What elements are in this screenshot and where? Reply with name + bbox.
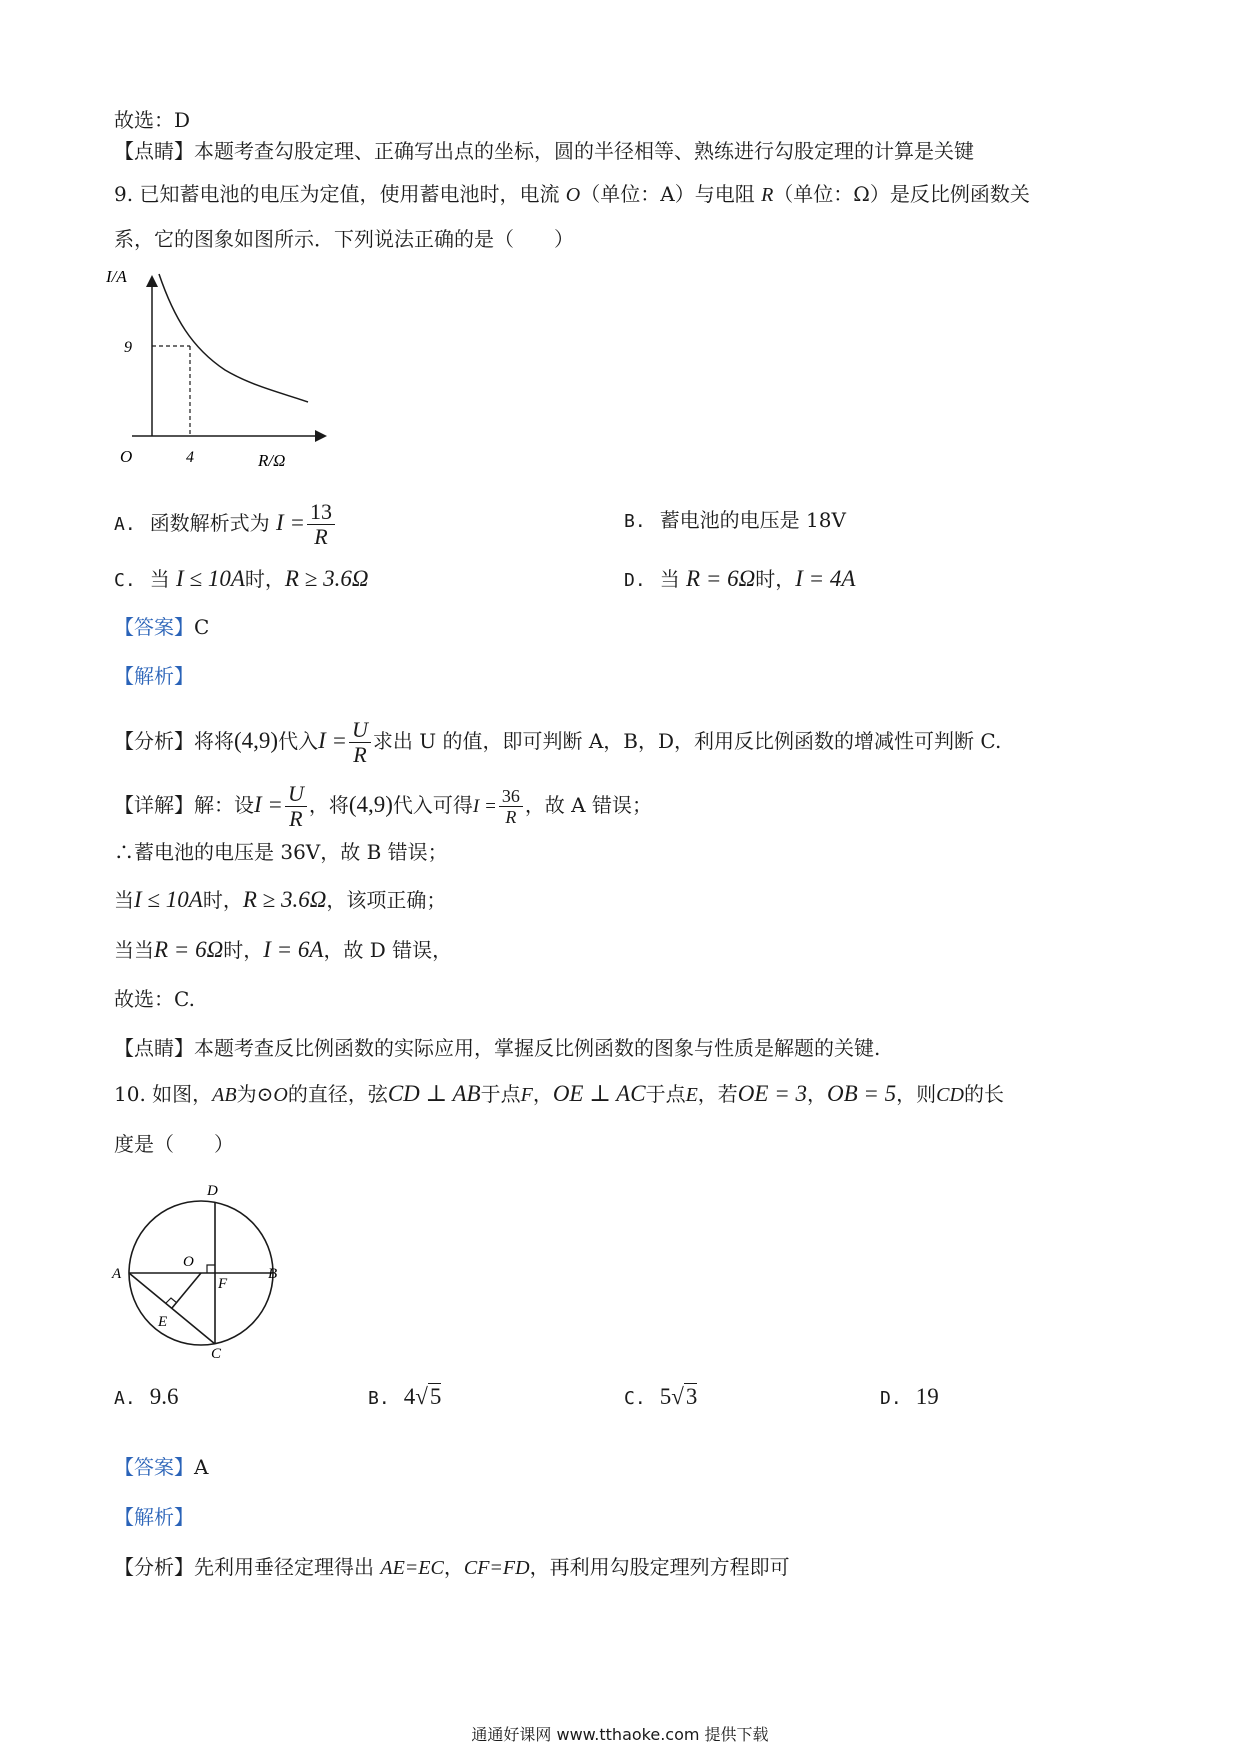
label-a: A: [112, 1266, 122, 1282]
option-10-c: C. 5√3: [624, 1384, 698, 1409]
analysis-9-tag: 【解析】: [114, 664, 194, 688]
fraction: $\frac{U}{R}$: [285, 782, 307, 831]
analysis-9-fenxi: 【分析】将将(4,9)代入I = $\frac{U}{R}$ 求出 U 的值，即可判断 A，B，D，利用反比例函数的增减性可判断 C.: [114, 717, 1002, 767]
answer-tag: 【答案】: [114, 1455, 194, 1479]
option-10-a: A. 9.6: [114, 1384, 179, 1409]
sqrt-sign: √: [415, 1384, 428, 1409]
option-9-b: B. 蓄电池的电压是 18V: [624, 508, 846, 532]
analysis-10-fenxi: 【分析】先利用垂径定理得出 AE=EC，CF=FD，再利用勾股定理列方程即可: [114, 1555, 790, 1579]
option-9-d: D. 当 R = 6Ω时，I = 4A: [624, 566, 856, 591]
right-angle-e: [166, 1298, 177, 1303]
hyperbola-curve: [159, 274, 308, 402]
label-e: E: [158, 1314, 168, 1330]
question-9-line-1: 9. 已知蓄电池的电压为定值，使用蓄电池时，电流 O（单位：A）与电阻 R（单位：Ω）是反比例函数关: [114, 182, 1030, 206]
fraction: $\frac{U}{R}$: [349, 718, 371, 767]
x-axis-label: R/Ω: [258, 451, 286, 470]
fraction: $\frac{36}{R}$: [499, 786, 523, 827]
y-tick-label: 9: [124, 339, 132, 356]
question-10-line-1: 10. 如图，AB为⊙O的直径，弦CD ⊥ AB于点F，OE ⊥ AC于点E，若OE = 3，OB = 5，则CD的长: [114, 1081, 1004, 1106]
circle-diagram: [108, 1178, 288, 1362]
inverse-function-graph: [106, 267, 332, 478]
chord-ac: [129, 1273, 215, 1344]
answer-selection-line: 故选：D: [114, 108, 191, 132]
label-d: D: [207, 1183, 218, 1199]
solution-9-step-1: ∴蓄电池的电压是 36V，故 B 错误；: [114, 840, 448, 864]
question-10-line-2: 度是（ ）: [114, 1132, 234, 1156]
summary-9: 【点睛】本题考查反比例函数的实际应用，掌握反比例函数的图象与性质是解题的关键.: [114, 1036, 881, 1060]
analysis-10-tag: 【解析】: [114, 1505, 194, 1529]
label-f: F: [218, 1276, 228, 1292]
solution-9-step-4: 故选：C.: [114, 987, 195, 1011]
y-axis-label: I/A: [106, 267, 127, 286]
sqrt-sign: √: [671, 1384, 684, 1409]
summary-note: 【点睛】本题考查勾股定理、正确写出点的坐标，圆的半径相等、熟练进行勾股定理的计算是关键: [114, 139, 974, 163]
solution-9-step-2: 当I ≤ 10A时，R ≥ 3.6Ω，该项正确；: [114, 887, 447, 912]
answer-9: 【答案】C: [114, 615, 210, 639]
page-footer: 通通好课网 www.tthaoke.com 提供下载: [471, 1725, 769, 1744]
option-10-b: B. 4√5: [368, 1384, 442, 1409]
right-angle-f: [207, 1265, 215, 1273]
option-9-a: A. 函数解析式为 I = $\frac{13}{R}$: [114, 500, 337, 549]
solution-9-detail: 【详解】解：设I = $\frac{U}{R}$ ，将(4,9)代入可得I = $\frac{36}{R}$ ，故 A 错误；: [114, 781, 652, 831]
label-c: C: [211, 1346, 222, 1362]
label-o: O: [183, 1254, 194, 1270]
fraction: $\frac{13}{R}$: [307, 500, 335, 549]
option-9-c: C. 当 I ≤ 10A时，R ≥ 3.6Ω: [114, 566, 369, 591]
label-b: B: [268, 1266, 278, 1282]
note-tag: 【点睛】: [114, 139, 194, 163]
answer-10: 【答案】A: [114, 1455, 209, 1479]
origin-label: O: [120, 447, 133, 466]
question-9-line-2: 系，它的图象如图所示．下列说法正确的是（ ）: [114, 227, 574, 251]
x-tick-label: 4: [186, 449, 194, 466]
option-10-d: D. 19: [880, 1384, 939, 1409]
answer-tag: 【答案】: [114, 615, 194, 639]
solution-9-step-3: 当当R = 6Ω时，I = 6A，故 D 错误，: [114, 937, 453, 962]
